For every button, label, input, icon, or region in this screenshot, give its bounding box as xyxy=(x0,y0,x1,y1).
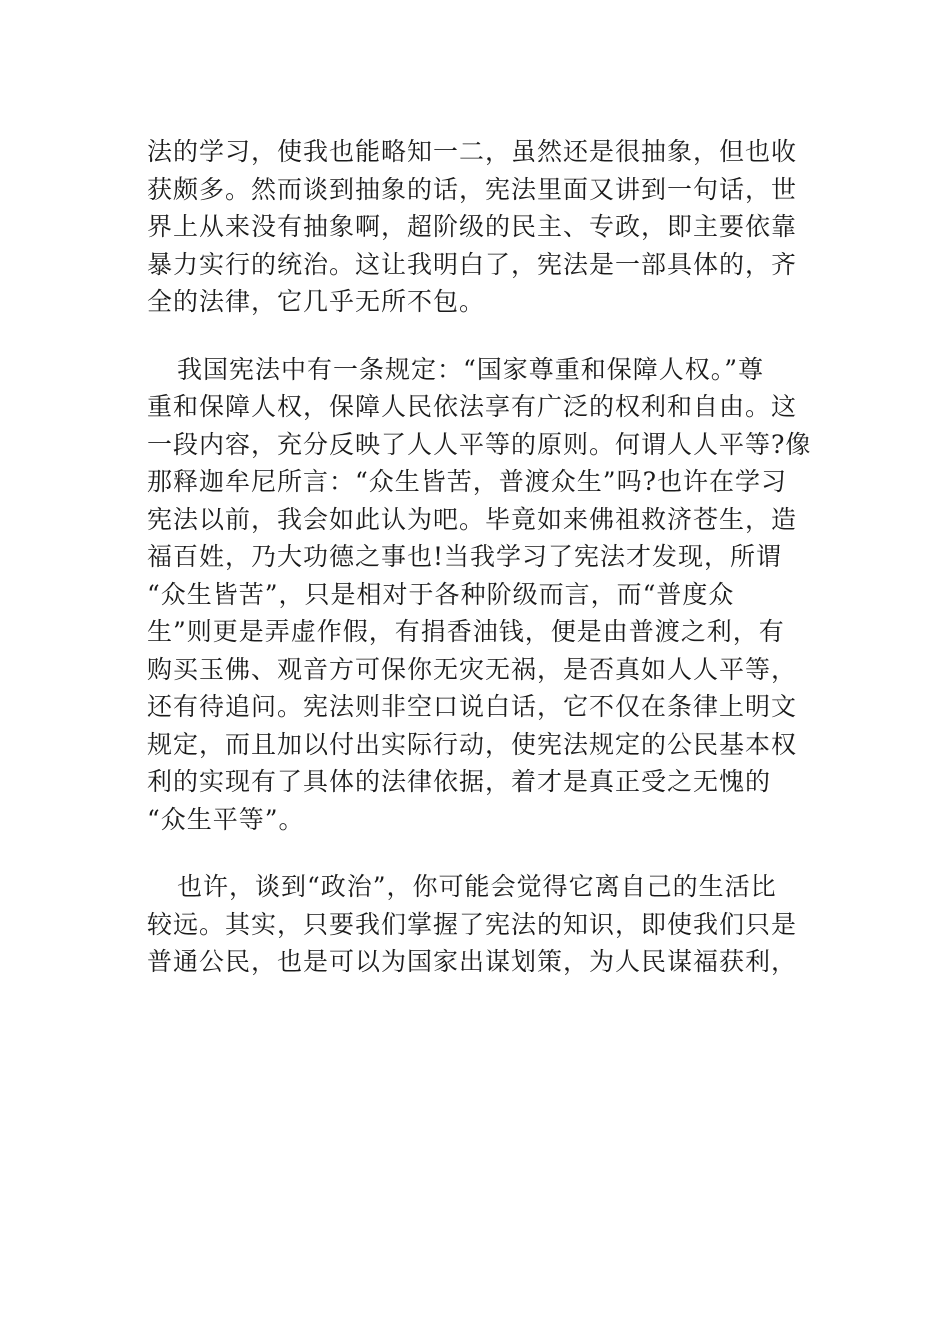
text-line: 全的法律，它几乎无所不包。 xyxy=(147,287,486,316)
paragraph-3 xyxy=(147,868,807,981)
text-line: 较远。其实，只要我们掌握了宪法的知识，即使我们只是 xyxy=(147,909,798,939)
text-line: 那释迦牟尼所言：“众生皆苦，普渡众生”吗?也许在学习 xyxy=(147,467,787,496)
text-line: “众生皆苦”，只是相对于各种阶级而言，而“普度众 xyxy=(147,579,735,609)
text-line: 暴力实行的统治。这让我明白了，宪法是一部具体的，齐 xyxy=(147,249,798,279)
text-line: 法的学习，使我也能略知一二，虽然还是很抽象，但也收 xyxy=(147,137,798,166)
text-line: 利的实现有了具体的法律依据，着才是真正受之无愧的 xyxy=(147,767,772,796)
text-line: 宪法以前，我会如此认为吧。毕竟如来佛祖救济苍生，造 xyxy=(147,504,798,534)
text-line: 界上从来没有抽象啊，超阶级的民主、专政，即主要依靠 xyxy=(147,212,798,241)
text-line: 获颇多。然而谈到抽象的话，宪法里面又讲到一句话，世 xyxy=(147,174,798,204)
text-line: 我国宪法中有一条规定：“国家尊重和保障人权。”尊 xyxy=(177,354,765,384)
paragraph-2 xyxy=(147,351,812,839)
text-line: 福百姓，乃大功德之事也!当我学习了宪法才发现，所谓 xyxy=(147,542,783,571)
document-body xyxy=(147,133,812,981)
text-line: 重和保障人权，保障人民依法享有广泛的权利和自由。这 xyxy=(147,392,798,421)
text-line: 一段内容，充分反映了人人平等的原则。何谓人人平等?像 xyxy=(147,429,812,459)
paragraph-1 xyxy=(147,133,807,321)
text-line: “众生平等”。 xyxy=(147,804,305,834)
text-line: 还有待追问。宪法则非空口说白话，它不仅在条律上明文 xyxy=(147,692,798,721)
text-line: 普通公民，也是可以为国家出谋划策，为人民谋福获利， xyxy=(147,947,798,976)
text-line: 规定，而且加以付出实际行动，使宪法规定的公民基本权 xyxy=(147,729,798,759)
text-line: 生”则更是弄虚作假，有捐香油钱，便是由普渡之利，有 xyxy=(147,617,785,646)
text-line: 购买玉佛、观音方可保你无灾无祸，是否真如人人平等， xyxy=(147,654,798,684)
text-line: 也许，谈到“政治”，你可能会觉得它离自己的生活比 xyxy=(177,872,777,901)
